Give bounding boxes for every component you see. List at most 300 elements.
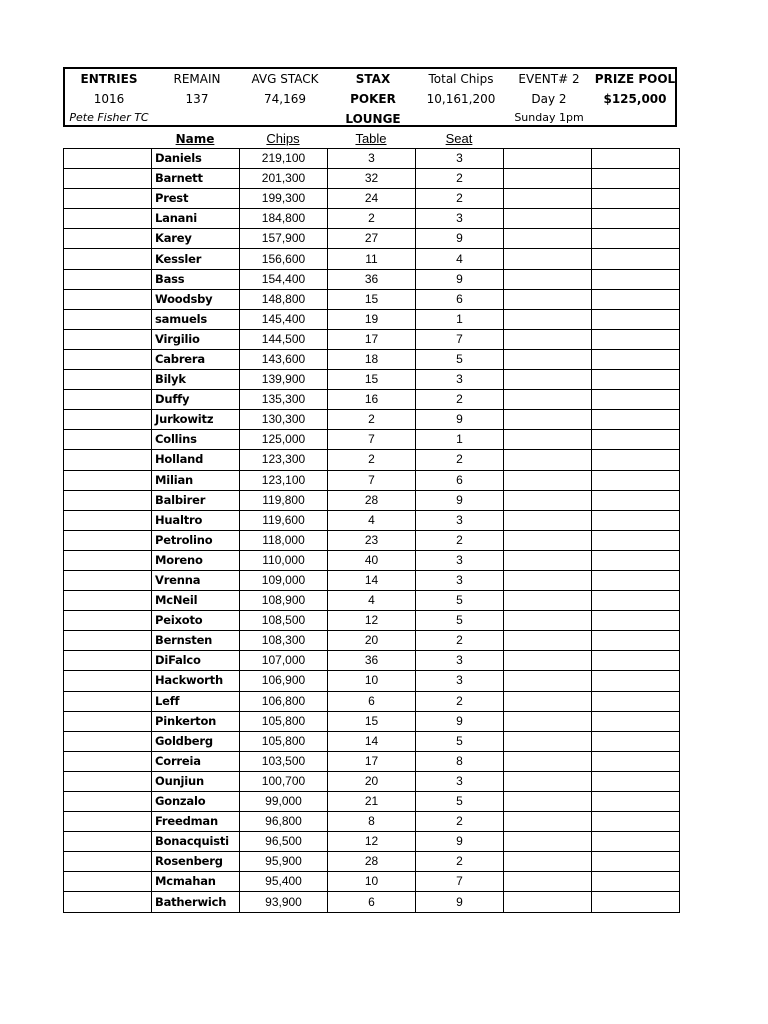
col-header-seat: Seat (445, 131, 473, 146)
player-name-cell: Goldberg (152, 731, 240, 751)
row-blank-cell (64, 450, 152, 470)
table-row (64, 570, 680, 590)
player-name-cell: Milian (152, 470, 240, 490)
table-row (64, 329, 680, 349)
table-number-cell: 16 (328, 390, 416, 410)
seat-number-cell: 3 (416, 370, 504, 390)
player-name-cell: Gonzalo (152, 792, 240, 812)
table-number-cell: 14 (328, 570, 416, 590)
row-blank-cell (592, 329, 680, 349)
table-number-cell: 24 (328, 189, 416, 209)
player-name-cell: Freedman (152, 812, 240, 832)
row-blank-cell (504, 349, 592, 369)
seat-number-cell: 5 (416, 591, 504, 611)
col-header-chips: Chips (266, 131, 300, 146)
player-name-cell: McNeil (152, 591, 240, 611)
chips-cell: 108,900 (240, 591, 328, 611)
chips-cell: 119,800 (240, 490, 328, 510)
chips-cell: 148,800 (240, 289, 328, 309)
table-row (64, 771, 680, 791)
player-name-cell: Bass (152, 269, 240, 289)
row-blank-cell (64, 229, 152, 249)
table-number-cell: 15 (328, 711, 416, 731)
chips-cell: 96,800 (240, 812, 328, 832)
player-name-cell: Hualtro (152, 510, 240, 530)
table-row (64, 269, 680, 289)
row-blank-cell (64, 550, 152, 570)
chip-count-table (63, 148, 680, 913)
table-number-cell: 20 (328, 771, 416, 791)
table-number-cell: 28 (328, 852, 416, 872)
row-blank-cell (504, 269, 592, 289)
table-row (64, 812, 680, 832)
remain-value: 137 (185, 92, 209, 106)
chips-cell: 119,600 (240, 510, 328, 530)
row-blank-cell (592, 169, 680, 189)
table-row (64, 490, 680, 510)
seat-number-cell: 9 (416, 832, 504, 852)
table-row (64, 169, 680, 189)
row-blank-cell (64, 189, 152, 209)
player-name-cell: Virgilio (152, 329, 240, 349)
table-number-cell: 17 (328, 329, 416, 349)
player-name-cell: Duffy (152, 390, 240, 410)
row-blank-cell (504, 450, 592, 470)
player-name-cell: Correia (152, 751, 240, 771)
seat-number-cell: 2 (416, 812, 504, 832)
seat-number-cell: 3 (416, 149, 504, 169)
table-row (64, 189, 680, 209)
event-time: Sunday 1pm (514, 111, 584, 124)
player-name-cell: Lanani (152, 209, 240, 229)
row-blank-cell (504, 289, 592, 309)
row-blank-cell (504, 209, 592, 229)
row-blank-cell (592, 852, 680, 872)
prize-pool-label: PRIZE POOL (594, 72, 676, 86)
chips-cell: 95,900 (240, 852, 328, 872)
row-blank-cell (64, 852, 152, 872)
chips-cell: 95,400 (240, 872, 328, 892)
player-name-cell: Batherwich (152, 892, 240, 912)
table-row (64, 611, 680, 631)
row-blank-cell (592, 570, 680, 590)
player-name-cell: Vrenna (152, 570, 240, 590)
table-number-cell: 2 (328, 410, 416, 430)
row-blank-cell (64, 329, 152, 349)
row-blank-cell (64, 771, 152, 791)
table-number-cell: 7 (328, 430, 416, 450)
chips-cell: 135,300 (240, 390, 328, 410)
row-blank-cell (64, 872, 152, 892)
row-blank-cell (504, 812, 592, 832)
chips-cell: 125,000 (240, 430, 328, 450)
table-number-cell: 11 (328, 249, 416, 269)
row-blank-cell (592, 691, 680, 711)
table-number-cell: 32 (328, 169, 416, 189)
seat-number-cell: 6 (416, 470, 504, 490)
player-name-cell: Pinkerton (152, 711, 240, 731)
row-blank-cell (592, 751, 680, 771)
row-blank-cell (64, 611, 152, 631)
row-blank-cell (64, 149, 152, 169)
row-blank-cell (504, 832, 592, 852)
row-blank-cell (504, 611, 592, 631)
table-number-cell: 15 (328, 289, 416, 309)
entries-value: 1016 (93, 92, 125, 106)
table-row (64, 370, 680, 390)
row-blank-cell (504, 490, 592, 510)
event-day: Day 2 (531, 92, 567, 106)
row-blank-cell (504, 892, 592, 912)
table-row (64, 872, 680, 892)
table-number-cell: 4 (328, 510, 416, 530)
table-row (64, 430, 680, 450)
player-name-cell: Barnett (152, 169, 240, 189)
seat-number-cell: 3 (416, 550, 504, 570)
seat-number-cell: 1 (416, 309, 504, 329)
chips-cell: 139,900 (240, 370, 328, 390)
row-blank-cell (504, 651, 592, 671)
row-blank-cell (592, 430, 680, 450)
chips-cell: 199,300 (240, 189, 328, 209)
director-name: Pete Fisher TC (69, 111, 149, 124)
row-blank-cell (592, 229, 680, 249)
table-number-cell: 3 (328, 149, 416, 169)
seat-number-cell: 5 (416, 792, 504, 812)
chips-cell: 96,500 (240, 832, 328, 852)
row-blank-cell (504, 731, 592, 751)
row-blank-cell (504, 631, 592, 651)
row-blank-cell (504, 410, 592, 430)
seat-number-cell: 3 (416, 671, 504, 691)
row-blank-cell (64, 751, 152, 771)
player-name-cell: Jurkowitz (152, 410, 240, 430)
total-chips-label: Total Chips (428, 72, 494, 86)
row-blank-cell (592, 771, 680, 791)
row-blank-cell (504, 329, 592, 349)
chips-cell: 93,900 (240, 892, 328, 912)
table-row (64, 450, 680, 470)
row-blank-cell (504, 671, 592, 691)
row-blank-cell (592, 631, 680, 651)
row-blank-cell (64, 349, 152, 369)
row-blank-cell (504, 751, 592, 771)
seat-number-cell: 3 (416, 651, 504, 671)
chips-cell: 99,000 (240, 792, 328, 812)
row-blank-cell (592, 651, 680, 671)
table-row (64, 149, 680, 169)
player-name-cell: Daniels (152, 149, 240, 169)
row-blank-cell (504, 390, 592, 410)
row-blank-cell (504, 771, 592, 791)
player-name-cell: Bernsten (152, 631, 240, 651)
chips-cell: 123,300 (240, 450, 328, 470)
avg-stack-value: 74,169 (264, 92, 306, 106)
row-blank-cell (64, 169, 152, 189)
row-blank-cell (64, 530, 152, 550)
table-number-cell: 10 (328, 671, 416, 691)
row-blank-cell (592, 470, 680, 490)
table-row (64, 209, 680, 229)
seat-number-cell: 9 (416, 410, 504, 430)
table-row (64, 470, 680, 490)
player-name-cell: Prest (152, 189, 240, 209)
table-row (64, 852, 680, 872)
table-number-cell: 14 (328, 731, 416, 751)
player-name-cell: Bilyk (152, 370, 240, 390)
player-name-cell: Woodsby (152, 289, 240, 309)
table-row (64, 671, 680, 691)
table-row (64, 792, 680, 812)
row-blank-cell (592, 530, 680, 550)
chips-cell: 109,000 (240, 570, 328, 590)
seat-number-cell: 7 (416, 872, 504, 892)
row-blank-cell (64, 470, 152, 490)
table-row (64, 550, 680, 570)
chips-cell: 105,800 (240, 731, 328, 751)
table-number-cell: 12 (328, 611, 416, 631)
row-blank-cell (504, 370, 592, 390)
player-name-cell: Mcmahan (152, 872, 240, 892)
seat-number-cell: 3 (416, 771, 504, 791)
row-blank-cell (64, 892, 152, 912)
row-blank-cell (64, 671, 152, 691)
table-row (64, 349, 680, 369)
chips-cell: 108,500 (240, 611, 328, 631)
player-name-cell: Karey (152, 229, 240, 249)
table-row (64, 591, 680, 611)
row-blank-cell (592, 792, 680, 812)
player-name-cell: Peixoto (152, 611, 240, 631)
chips-cell: 106,800 (240, 691, 328, 711)
seat-number-cell: 9 (416, 711, 504, 731)
seat-number-cell: 8 (416, 751, 504, 771)
row-blank-cell (504, 309, 592, 329)
seat-number-cell: 6 (416, 289, 504, 309)
row-blank-cell (64, 591, 152, 611)
row-blank-cell (592, 289, 680, 309)
prize-pool-value: $125,000 (603, 92, 667, 106)
seat-number-cell: 5 (416, 349, 504, 369)
seat-number-cell: 3 (416, 570, 504, 590)
seat-number-cell: 2 (416, 189, 504, 209)
table-number-cell: 36 (328, 651, 416, 671)
chips-cell: 219,100 (240, 149, 328, 169)
row-blank-cell (504, 470, 592, 490)
chips-cell: 201,300 (240, 169, 328, 189)
row-blank-cell (64, 289, 152, 309)
row-blank-cell (64, 711, 152, 731)
row-blank-cell (504, 510, 592, 530)
row-blank-cell (64, 631, 152, 651)
row-blank-cell (64, 510, 152, 530)
player-name-cell: Hackworth (152, 671, 240, 691)
seat-number-cell: 3 (416, 209, 504, 229)
row-blank-cell (504, 430, 592, 450)
row-blank-cell (504, 872, 592, 892)
table-row (64, 651, 680, 671)
row-blank-cell (64, 570, 152, 590)
row-blank-cell (504, 570, 592, 590)
table-row (64, 892, 680, 912)
row-blank-cell (592, 812, 680, 832)
table-row (64, 289, 680, 309)
seat-number-cell: 9 (416, 490, 504, 510)
row-blank-cell (64, 370, 152, 390)
table-row (64, 731, 680, 751)
seat-number-cell: 2 (416, 530, 504, 550)
table-row (64, 309, 680, 329)
row-blank-cell (592, 189, 680, 209)
table-number-cell: 10 (328, 872, 416, 892)
row-blank-cell (504, 149, 592, 169)
table-row (64, 249, 680, 269)
seat-number-cell: 5 (416, 611, 504, 631)
row-blank-cell (504, 792, 592, 812)
table-row (64, 410, 680, 430)
table-number-cell: 7 (328, 470, 416, 490)
table-row (64, 510, 680, 530)
row-blank-cell (592, 872, 680, 892)
chips-cell: 154,400 (240, 269, 328, 289)
table-row (64, 711, 680, 731)
row-blank-cell (592, 611, 680, 631)
seat-number-cell: 2 (416, 390, 504, 410)
seat-number-cell: 9 (416, 269, 504, 289)
row-blank-cell (504, 229, 592, 249)
table-number-cell: 4 (328, 591, 416, 611)
seat-number-cell: 9 (416, 229, 504, 249)
seat-number-cell: 3 (416, 510, 504, 530)
table-number-cell: 23 (328, 530, 416, 550)
row-blank-cell (592, 249, 680, 269)
table-number-cell: 27 (328, 229, 416, 249)
row-blank-cell (504, 550, 592, 570)
table-number-cell: 21 (328, 792, 416, 812)
row-blank-cell (64, 792, 152, 812)
chips-cell: 118,000 (240, 530, 328, 550)
row-blank-cell (504, 169, 592, 189)
chips-cell: 157,900 (240, 229, 328, 249)
table-number-cell: 6 (328, 691, 416, 711)
table-row (64, 832, 680, 852)
row-blank-cell (64, 490, 152, 510)
row-blank-cell (504, 189, 592, 209)
row-blank-cell (64, 651, 152, 671)
chips-cell: 103,500 (240, 751, 328, 771)
event-label: EVENT# 2 (518, 72, 580, 86)
row-blank-cell (504, 711, 592, 731)
player-name-cell: samuels (152, 309, 240, 329)
player-name-cell: Rosenberg (152, 852, 240, 872)
row-blank-cell (592, 450, 680, 470)
row-blank-cell (592, 832, 680, 852)
seat-number-cell: 9 (416, 892, 504, 912)
row-blank-cell (592, 370, 680, 390)
player-name-cell: Kessler (152, 249, 240, 269)
seat-number-cell: 2 (416, 852, 504, 872)
player-name-cell: Collins (152, 430, 240, 450)
row-blank-cell (592, 510, 680, 530)
table-number-cell: 18 (328, 349, 416, 369)
row-blank-cell (592, 149, 680, 169)
row-blank-cell (592, 490, 680, 510)
player-name-cell: Bonacquisti (152, 832, 240, 852)
row-blank-cell (64, 309, 152, 329)
remain-label: REMAIN (173, 72, 221, 86)
row-blank-cell (592, 711, 680, 731)
seat-number-cell: 2 (416, 169, 504, 189)
row-blank-cell (592, 309, 680, 329)
row-blank-cell (64, 430, 152, 450)
row-blank-cell (64, 209, 152, 229)
entries-label: ENTRIES (80, 72, 138, 86)
table-number-cell: 2 (328, 209, 416, 229)
chips-cell: 100,700 (240, 771, 328, 791)
seat-number-cell: 5 (416, 731, 504, 751)
row-blank-cell (592, 591, 680, 611)
row-blank-cell (504, 852, 592, 872)
seat-number-cell: 2 (416, 450, 504, 470)
venue-line-1: STAX (355, 72, 391, 86)
table-row (64, 229, 680, 249)
table-number-cell: 36 (328, 269, 416, 289)
row-blank-cell (592, 671, 680, 691)
row-blank-cell (592, 269, 680, 289)
player-name-cell: Holland (152, 450, 240, 470)
chips-cell: 123,100 (240, 470, 328, 490)
col-header-name: Name (175, 132, 215, 146)
seat-number-cell: 7 (416, 329, 504, 349)
table-number-cell: 20 (328, 631, 416, 651)
chips-cell: 108,300 (240, 631, 328, 651)
player-name-cell: Petrolino (152, 530, 240, 550)
player-name-cell: Moreno (152, 550, 240, 570)
seat-number-cell: 2 (416, 631, 504, 651)
chips-cell: 144,500 (240, 329, 328, 349)
row-blank-cell (592, 892, 680, 912)
tournament-header (63, 67, 677, 127)
seat-number-cell: 2 (416, 691, 504, 711)
venue-line-2: POKER (350, 92, 396, 106)
table-number-cell: 17 (328, 751, 416, 771)
row-blank-cell (592, 209, 680, 229)
table-row (64, 530, 680, 550)
table-number-cell: 8 (328, 812, 416, 832)
table-number-cell: 40 (328, 550, 416, 570)
row-blank-cell (64, 731, 152, 751)
table-row (64, 631, 680, 651)
row-blank-cell (592, 349, 680, 369)
row-blank-cell (504, 591, 592, 611)
player-name-cell: Leff (152, 691, 240, 711)
chips-cell: 145,400 (240, 309, 328, 329)
avg-stack-label: AVG STACK (251, 72, 319, 86)
row-blank-cell (592, 550, 680, 570)
row-blank-cell (504, 530, 592, 550)
row-blank-cell (592, 390, 680, 410)
table-row (64, 691, 680, 711)
venue-line-3: LOUNGE (345, 112, 401, 126)
chips-cell: 130,300 (240, 410, 328, 430)
player-name-cell: Balbirer (152, 490, 240, 510)
row-blank-cell (64, 410, 152, 430)
row-blank-cell (504, 691, 592, 711)
row-blank-cell (64, 269, 152, 289)
chips-cell: 143,600 (240, 349, 328, 369)
chips-cell: 110,000 (240, 550, 328, 570)
player-name-cell: DiFalco (152, 651, 240, 671)
